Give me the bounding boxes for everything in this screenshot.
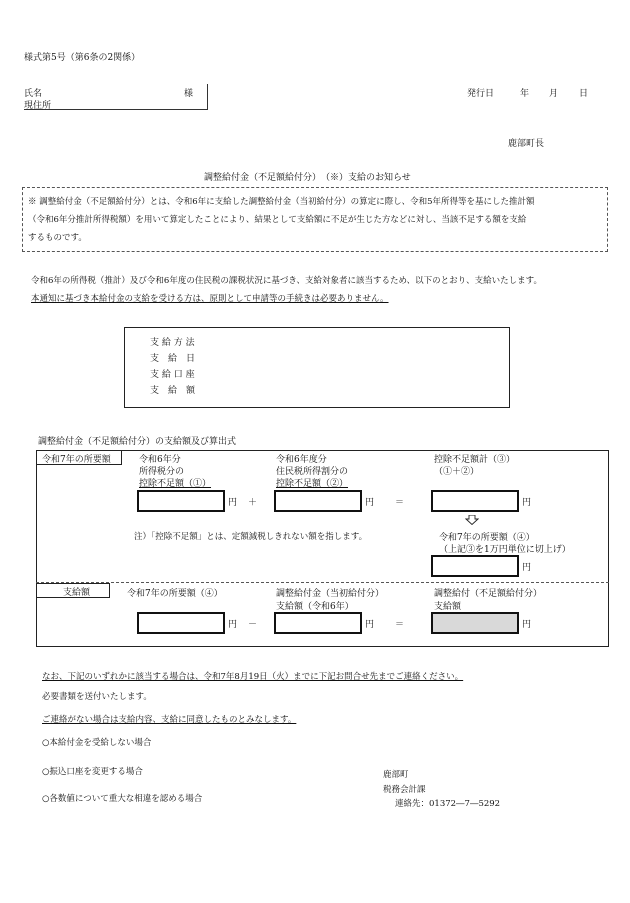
note-line-3: するものです。 bbox=[28, 233, 87, 243]
equals-sign-1: ＝ bbox=[395, 498, 405, 508]
recipient-honorific: 様 bbox=[184, 89, 194, 99]
required-amount-copy-input[interactable] bbox=[137, 612, 225, 634]
required-amount-input[interactable] bbox=[431, 555, 519, 577]
calculation-heading: 調整給付金（不足額給付分）の支給額及び算出式 bbox=[38, 437, 237, 447]
form-id: 様式第5号（第6条の2関係） bbox=[24, 53, 141, 63]
contact-option-1: ○本給付金を受給しない場合 bbox=[42, 738, 152, 748]
item6-line-2: 支給額（令和6年） bbox=[276, 602, 354, 612]
document-title: 調整給付金（不足額給付分） （※）支給のお知らせ bbox=[204, 173, 411, 183]
yen-3: 円 bbox=[522, 498, 532, 508]
recipient-address-label: 現住所 bbox=[24, 101, 52, 111]
item3-line-1: 控除不足額計（③） bbox=[434, 455, 516, 465]
payment-account-label: 支 給 口 座 bbox=[150, 370, 195, 380]
item7-line-1: 調整給付（不足額給付分） bbox=[434, 589, 543, 599]
yen-5: 円 bbox=[228, 620, 238, 630]
shortfall-income-tax-input[interactable] bbox=[137, 490, 225, 512]
shortfall-total-input[interactable] bbox=[431, 490, 519, 512]
item2-line-1: 令和6年度分 bbox=[276, 455, 327, 465]
shortfall-resident-tax-input[interactable] bbox=[274, 490, 362, 512]
contact-option-2: ○振込口座を変更する場合 bbox=[42, 767, 143, 777]
initial-payment-input[interactable] bbox=[274, 612, 362, 634]
item2-line-3: 控除不足額（②） bbox=[276, 479, 349, 489]
item6-line-1: 調整給付金（当初給付分） bbox=[276, 589, 385, 599]
office-section: 税務会計課 bbox=[383, 785, 426, 795]
item4-line-1: 令和7年の所要額（④） bbox=[439, 533, 535, 543]
item1-line-1: 令和6年分 bbox=[139, 455, 181, 465]
item2-line-2: 住民税所得割分の bbox=[276, 467, 349, 477]
note-line-2: （令和6年分推計所得税額）を用いて算定したことにより、結果として支給額に不足が生じた方などに対し、当該不足する額を支給 bbox=[28, 215, 527, 225]
equals-sign-2: ＝ bbox=[395, 620, 405, 630]
intro-line-2: 本通知に基づき本給付金の支給を受ける方は、原則として申請等の手続きは必要ありません。 bbox=[31, 294, 389, 304]
item4-line-2: （上記③を1万円単位に切上げ） bbox=[439, 545, 571, 555]
issue-month: 月 bbox=[549, 89, 559, 99]
plus-sign: ＋ bbox=[248, 498, 258, 508]
contact-line-1: なお、下記のいずれかに該当する場合は、令和7年8月19日（火）までに下記お問合せ先までご連絡ください。 bbox=[42, 672, 464, 682]
yen-7: 円 bbox=[522, 620, 532, 630]
yen-4: 円 bbox=[522, 563, 532, 573]
issue-year: 年 bbox=[520, 89, 530, 99]
section2-label: 支給額 bbox=[63, 588, 91, 598]
yen-6: 円 bbox=[365, 620, 375, 630]
section1-label: 令和7年の所要額 bbox=[42, 455, 111, 465]
footnote: 注）「控除不足額」とは、定額減税しきれない額を指します。 bbox=[134, 532, 368, 542]
down-arrow-icon bbox=[465, 515, 479, 525]
item1-line-2: 所得税分の bbox=[139, 467, 185, 477]
issue-day: 日 bbox=[579, 89, 589, 99]
yen-2: 円 bbox=[365, 498, 375, 508]
contact-line-2: 必要書類を送付いたします。 bbox=[42, 692, 152, 702]
contact-option-3: ○各数値について重大な相違を認める場合 bbox=[42, 794, 203, 804]
note-line-1: ※ 調整給付金（不足額給付分）とは、令和6年に支給した調整給付金（当初給付分）の算定に際し、令和5年所得等を基にした推計額 bbox=[28, 197, 535, 207]
contact-line-3: ご連絡がない場合は支給内容、支給に同意したものとみなします。 bbox=[42, 715, 297, 725]
shortfall-payment-input[interactable] bbox=[431, 612, 519, 634]
item1-line-3: 控除不足額（①） bbox=[139, 479, 212, 489]
issue-date-label: 発行日 bbox=[467, 89, 495, 99]
payment-method-label: 支 給 方 法 bbox=[150, 338, 195, 348]
item5-label: 令和7年の所要額（④） bbox=[127, 589, 223, 599]
payment-amount-label: 支 給 額 bbox=[150, 386, 196, 396]
payment-date-label: 支 給 日 bbox=[150, 354, 196, 364]
recipient-underline bbox=[24, 109, 208, 110]
recipient-name-label: 氏名 bbox=[24, 89, 43, 99]
intro-line-1: 令和6年の所得税（推計）及び令和6年度の住民税の課税状況に基づき、支給対象者に該当するため、以下のとおり、支給いたします。 bbox=[31, 276, 542, 286]
minus-sign: － bbox=[248, 620, 258, 630]
recipient-divider bbox=[207, 84, 208, 109]
issuer: 鹿部町長 bbox=[508, 139, 545, 149]
section-separator bbox=[36, 582, 609, 583]
office-phone: 連絡先：01372―7―5292 bbox=[395, 799, 501, 809]
yen-1: 円 bbox=[228, 498, 238, 508]
item7-line-2: 支給額 bbox=[434, 602, 462, 612]
item3-line-2: （①＋②） bbox=[434, 467, 480, 477]
office-town: 鹿部町 bbox=[383, 770, 409, 780]
